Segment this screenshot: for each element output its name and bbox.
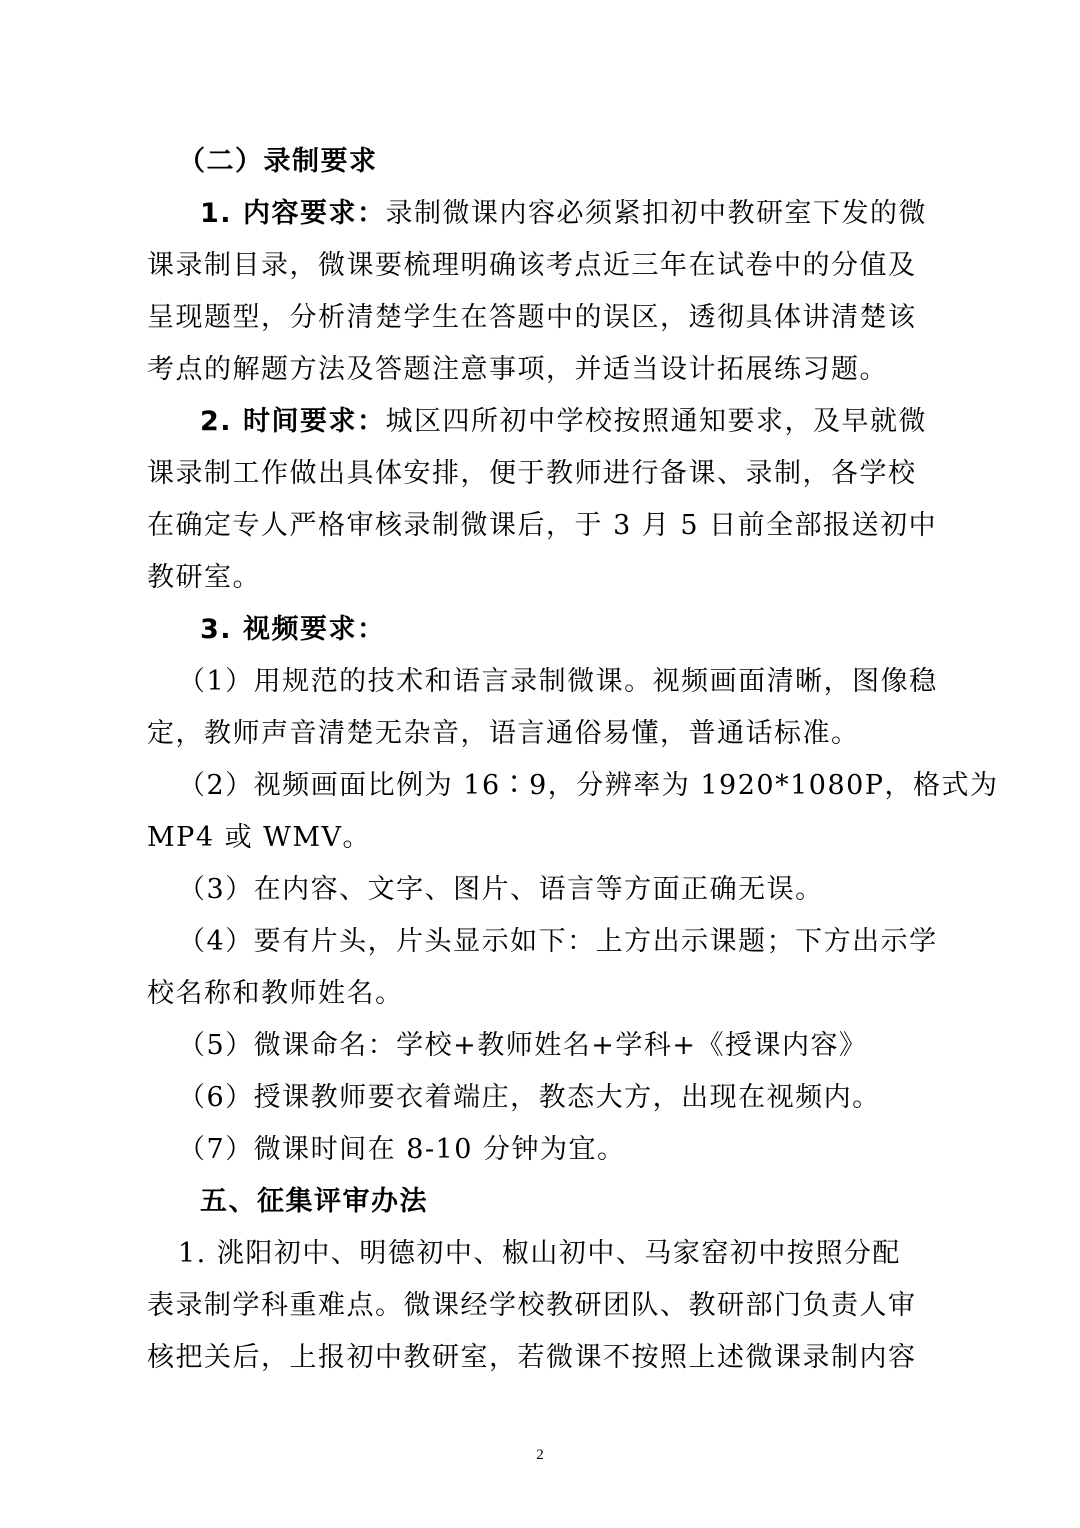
time-req-label: 2. 时间要求： — [200, 406, 386, 437]
time-req-line-3: 在确定专人严格审核录制微课后，于 3 月 5 日前全部报送初中 — [147, 510, 938, 541]
content-req-label: 1. 内容要求： — [200, 198, 386, 229]
video-req-item-1a: （1）用规范的技术和语言录制微课。视频画面清晰，图像稳 — [178, 666, 938, 697]
time-req-line-1 — [200, 402, 945, 442]
page-number: 2 — [536, 1447, 544, 1463]
video-req-item-5: （5）微课命名：学校+教师姓名+学科+《授课内容》 — [178, 1030, 868, 1061]
content-req-line-2: 课录制目录，微课要梳理明确该考点近三年在试卷中的分值及 — [147, 250, 917, 281]
video-req-item-7: （7）微课时间在 8-10 分钟为宜。 — [178, 1134, 626, 1165]
video-req-item-4a: （4）要有片头，片头显示如下：上方出示课题；下方出示学 — [178, 926, 938, 957]
section5-heading: 五、征集评审办法 — [200, 1186, 428, 1217]
content-req-line-4: 考点的解题方法及答题注意事项，并适当设计拓展练习题。 — [147, 354, 888, 385]
content-req-line-1 — [200, 194, 945, 234]
video-req-item-2b: MP4 或 WMV。 — [147, 822, 372, 853]
content-req-text-1: 录制微课内容必须紧扣初中教研室下发的微 — [385, 198, 927, 229]
time-req-line-4: 教研室。 — [147, 562, 261, 593]
time-req-text-1: 城区四所初中学校按照通知要求，及早就微 — [385, 406, 927, 437]
section5-line-1: 1. 洮阳初中、明德初中、椒山初中、马家窑初中按照分配 — [178, 1238, 901, 1269]
video-req-item-6: （6）授课教师要衣着端庄，教态大方，出现在视频内。 — [178, 1082, 881, 1113]
video-req-item-4b: 校名称和教师姓名。 — [147, 978, 404, 1009]
video-req-label: 3. 视频要求： — [200, 614, 386, 645]
section5-line-3: 核把关后，上报初中教研室，若微课不按照上述微课录制内容 — [147, 1342, 917, 1373]
video-req-item-2a: （2）视频画面比例为 16∶9，分辨率为 1920*1080P，格式为 — [178, 770, 999, 801]
time-req-line-2: 课录制工作做出具体安排，便于教师进行备课、录制，各学校 — [147, 458, 917, 489]
video-req-item-3: （3）在内容、文字、图片、语言等方面正确无误。 — [178, 874, 824, 905]
content-req-line-3: 呈现题型，分析清楚学生在答题中的误区，透彻具体讲清楚该 — [147, 302, 917, 333]
video-req-item-1b: 定，教师声音清楚无杂音，语言通俗易懂，普通话标准。 — [147, 718, 860, 749]
recording-heading: （二）录制要求 — [178, 146, 378, 177]
section5-line-2: 表录制学科重难点。微课经学校教研团队、教研部门负责人审 — [147, 1290, 917, 1321]
